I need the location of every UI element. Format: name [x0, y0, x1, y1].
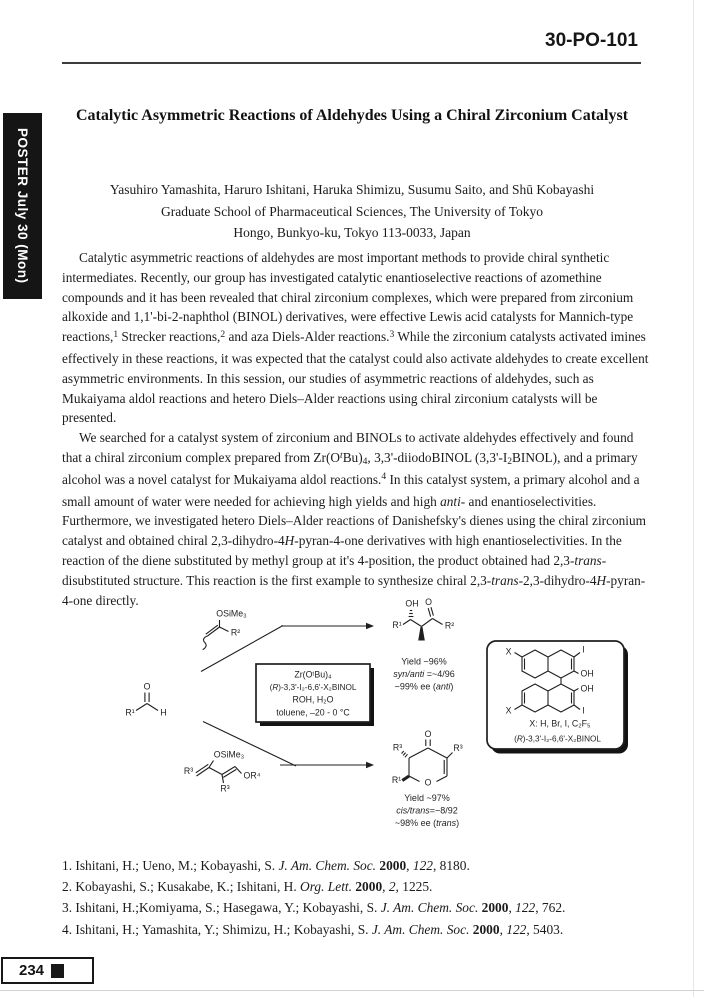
page-title: Catalytic Asymmetric Reactions of Aldehydes Using a Chiral Zirconium Catalyst — [75, 107, 629, 124]
reference-1: 1. Ishitani, H.; Ueno, M.; Kobayashi, S. J. Am. Chem. Soc. 2000, 122, 8180. — [62, 858, 470, 873]
binol-i-top-label: I — [582, 644, 585, 655]
aldol-o-label: O — [425, 597, 432, 607]
bottom-reaction-arrow — [203, 722, 374, 769]
abstract-paragraph-1: Catalytic asymmetric reactions of aldehydes are most important methods to provide chiral synthetic intermediates. Recently, our group has investigated catalytic enantioselective reactions of azomethine compounds and it has been revealed that chiral zirconium complexes, which were prepared from zirconium alkoxide and 1,1'-bi-2-naphthol (BINOL) derivatives, were effective Lewis acid catalysts for Mannich-type reactions,$^1$ Strecker reactions,$^2$ and aza Diels-Alder reactions.$^3$ While the zirconium catalysts activated imines effectively in these reactions, it was expected that the catalyst could also activate aldehydes to create excellent asymmetric environments. In this session, our studies of asymmetric reactions of aldehydes, such as Mukaiyama aldol reactions and hetero Diels–Alder reactions using chiral zirconium catalysts will be presented. — [62, 250, 649, 426]
binol-x-bottom-label: X — [505, 705, 512, 716]
poster-session-label: POSTER July 30 (Mon) — [15, 128, 30, 284]
header-rule — [62, 62, 641, 64]
pyranone-r3-left-label: R³ — [392, 742, 403, 753]
authors-line: Yasuhiro Yamashita, Haruro Ishitani, Haruka Shimizu, Susumu Saito, and Shū Kobayashi — [109, 182, 595, 197]
binol-x-legend: X: H, Br, I, C₂F₅ — [529, 718, 591, 729]
pyranone-ring-o-label: O — [424, 777, 432, 788]
conditions-line-1: Zr(OᵗBu)₄ — [294, 669, 332, 680]
aldol-r2-label: R² — [444, 620, 455, 631]
references-list — [62, 855, 674, 940]
enol-ether-r2-label: R² — [230, 627, 241, 638]
binol-ligand-box — [487, 641, 628, 754]
aldehyde-h-label: H — [160, 707, 167, 718]
pyranone-r1-label: R¹ — [391, 775, 402, 785]
enol-ether-osime3-label: OSiMe₃ — [216, 608, 247, 619]
silyl-enol-ether-structure — [203, 609, 248, 650]
binol-oh-top-label: OH — [580, 668, 594, 679]
aldehyde-r1-label: R¹ — [125, 707, 135, 718]
reference-2: 2. Kobayashi, S.; Kusakabe, K.; Ishitani, H. Org. Lett. 2000, 2, 1225. — [62, 879, 433, 895]
binol-i-bottom-label: I — [582, 705, 585, 716]
paper-code: 30-PO-101 — [545, 30, 638, 51]
scan-edge-bottom — [0, 990, 704, 991]
page-number: 234 — [19, 962, 45, 979]
pyranone-ratio: cis/trans=~8/92 — [396, 805, 458, 816]
pyranone-yield: Yield ~97% — [404, 793, 450, 803]
aldehyde-o-label: O — [143, 681, 151, 692]
diene-r3-bottom-label: R³ — [220, 783, 230, 794]
binol-name: (R)-3,3'-I₂-6,6'-X₂BINOL — [514, 734, 601, 744]
reference-3: 3. Ishitani, H.;Komiyama, S.; Hasegawa, Y.; Kobayashi, S. J. Am. Chem. Soc. 2000, 122, 762. — [62, 900, 566, 916]
conditions-box — [256, 664, 374, 726]
page-marker-square — [51, 964, 64, 978]
conditions-line-3: ROH, H₂O — [292, 694, 334, 705]
wavy-bond — [203, 636, 208, 650]
page-number-box — [1, 957, 94, 984]
affiliation-line: Graduate School of Pharmaceutical Sciences, The University of Tokyo — [160, 203, 544, 219]
diene-or4-label: OR⁴ — [243, 770, 261, 781]
conditions-line-2: (R)-3,3'-I₂-6,6'-X₂BINOL — [269, 683, 357, 692]
aldol-r1-label: R¹ — [392, 620, 402, 630]
aldol-yield: Yield ~96% — [401, 656, 447, 667]
binol-oh-bottom-label: OH — [580, 683, 594, 694]
pyranone-product-structure — [392, 729, 463, 828]
diene-osime3-label: OSiMe₃ — [213, 749, 245, 760]
aldol-product-structure — [392, 597, 454, 692]
aldol-ee: ~99% ee (anti) — [394, 681, 454, 692]
diene-r3-left-label: R³ — [183, 766, 194, 776]
diene-structure — [184, 750, 261, 794]
conditions-line-4: toluene, –20 - 0 °C — [276, 707, 350, 718]
abstract-body — [62, 248, 651, 610]
reaction-scheme — [0, 592, 704, 860]
pyranone-ee: ~98% ee (trans) — [394, 818, 460, 828]
aldehyde-structure — [125, 682, 166, 718]
binol-x-top-label: X — [505, 646, 512, 657]
byline — [32, 179, 672, 244]
pyranone-r3-right-label: R³ — [453, 743, 463, 753]
aldol-oh-label: OH — [405, 598, 419, 609]
reference-4: 4. Ishitani, H.; Yamashita, Y.; Shimizu, H.; Kobayashi, S. J. Am. Chem. Soc. 2000, 122, 5403. — [62, 921, 564, 937]
aldol-ratio: syn/anti =~4/96 — [393, 669, 455, 679]
abstract-paragraph-2: We searched for a catalyst system of zirconium and BINOLs to activate aldehydes effectively and found that a chiral zirconium complex prepared from $Zr(O^tBu)4$, 3,3'-diiodoBINOL (3,3'-I2BINOL), and a primary alcohol was a novel catalyst for Mukaiyama aldol reactions.$^4$ In this catalyst system, a primary alcohol and a small amount of water were needed for achieving high yields and high anti- and enantioselectivities. Furthermore, we investigated hetero Diels–Alder reactions of Danishefsky's dienes using the chiral zirconium catalyst and obtained chiral 2,3-dihydro-4H-pyran-4-one derivatives with high enantioselectivities. In the reaction of the diene substituted by methyl group at it's 4-position, the product obtained had 2,3-trans-disubstituted structure. This reaction is the first example to synthesize chiral 2,3-trans-2,3-dihydro-4H-pyran-4-one directly. — [62, 430, 646, 608]
pyranone-carbonyl-o-label: O — [424, 729, 432, 739]
address-line: Hongo, Bunkyo-ku, Tokyo 113-0033, Japan — [233, 225, 471, 240]
